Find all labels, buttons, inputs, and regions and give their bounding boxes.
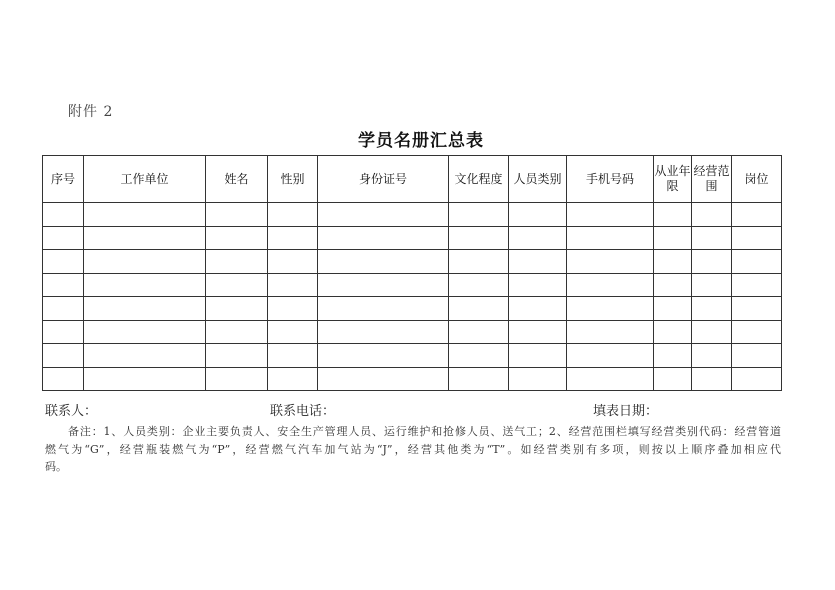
contact-phone-label: 联系电话： xyxy=(270,404,336,419)
table-cell xyxy=(692,273,732,297)
contact-person-label: 联系人： xyxy=(45,404,98,419)
header-business-scope: 经营范围 xyxy=(692,156,732,203)
table-cell xyxy=(509,226,567,250)
table-cell xyxy=(654,367,692,391)
table-cell xyxy=(84,203,206,227)
table-row xyxy=(43,320,782,344)
table-cell xyxy=(732,273,782,297)
table-cell xyxy=(268,320,318,344)
table-cell xyxy=(268,273,318,297)
table-cell xyxy=(84,320,206,344)
table-cell xyxy=(43,226,84,250)
table-cell xyxy=(567,250,654,274)
table-cell xyxy=(318,203,449,227)
table-cell xyxy=(732,250,782,274)
table-cell xyxy=(43,344,84,368)
table-cell xyxy=(732,344,782,368)
header-gender: 性别 xyxy=(268,156,318,203)
table-cell xyxy=(509,320,567,344)
table-cell xyxy=(449,273,509,297)
table-cell xyxy=(43,367,84,391)
document-title: 学员名册汇总表 xyxy=(358,131,484,151)
table-cell xyxy=(318,367,449,391)
table-cell xyxy=(732,203,782,227)
table-cell xyxy=(732,367,782,391)
table-cell xyxy=(206,297,268,321)
table-cell xyxy=(567,297,654,321)
table-cell xyxy=(268,297,318,321)
table-header-row xyxy=(43,156,782,203)
table-cell xyxy=(206,320,268,344)
table-cell xyxy=(449,203,509,227)
table-cell xyxy=(318,226,449,250)
table-cell xyxy=(84,297,206,321)
table-cell xyxy=(654,320,692,344)
table-cell xyxy=(567,203,654,227)
table-cell xyxy=(318,344,449,368)
remarks-line: 码。 xyxy=(45,460,67,473)
table-row xyxy=(43,273,782,297)
table-cell xyxy=(654,203,692,227)
table-cell xyxy=(732,297,782,321)
attachment-label: 附件 2 xyxy=(68,104,114,120)
fill-date-label: 填表日期： xyxy=(593,404,659,419)
header-education: 文化程度 xyxy=(449,156,509,203)
table-cell xyxy=(692,203,732,227)
table-cell xyxy=(654,297,692,321)
table-cell xyxy=(43,320,84,344)
table-cell xyxy=(268,226,318,250)
table-cell xyxy=(84,273,206,297)
table-cell xyxy=(206,226,268,250)
table-header xyxy=(43,156,782,203)
header-work-unit: 工作单位 xyxy=(84,156,206,203)
table-cell xyxy=(654,273,692,297)
table-cell xyxy=(509,250,567,274)
table-cell xyxy=(84,344,206,368)
table-cell xyxy=(692,250,732,274)
table-cell xyxy=(509,297,567,321)
table-cell xyxy=(318,250,449,274)
remarks-note xyxy=(45,423,781,476)
table-cell xyxy=(318,320,449,344)
table-cell xyxy=(567,226,654,250)
header-serial-number: 序号 xyxy=(43,156,84,203)
table-cell xyxy=(84,367,206,391)
table-cell xyxy=(206,203,268,227)
table-body xyxy=(43,203,782,391)
table-cell xyxy=(654,250,692,274)
remarks-line: 备注：1、人员类别：企业主要负责人、安全生产管理人员、运行维护和抢修人员、送气工；2、经营范围栏填写经营类别代码：经营管道 xyxy=(68,425,781,438)
table-cell xyxy=(318,273,449,297)
table-cell xyxy=(692,367,732,391)
table-cell xyxy=(732,226,782,250)
table-cell xyxy=(268,367,318,391)
table-cell xyxy=(84,226,206,250)
table-row xyxy=(43,344,782,368)
table-cell xyxy=(43,297,84,321)
table-cell xyxy=(449,367,509,391)
table-cell xyxy=(43,203,84,227)
table-cell xyxy=(567,273,654,297)
table-cell xyxy=(692,344,732,368)
table-cell xyxy=(567,320,654,344)
table-row xyxy=(43,297,782,321)
table-cell xyxy=(268,250,318,274)
table-cell xyxy=(449,226,509,250)
table-cell xyxy=(509,203,567,227)
table-cell xyxy=(509,273,567,297)
table-cell xyxy=(732,320,782,344)
header-name: 姓名 xyxy=(206,156,268,203)
header-position: 岗位 xyxy=(732,156,782,203)
table-row xyxy=(43,250,782,274)
table-cell xyxy=(567,367,654,391)
header-years-of-practice: 从业年限 xyxy=(654,156,692,203)
table-cell xyxy=(268,203,318,227)
header-id-number: 身份证号 xyxy=(318,156,449,203)
table-cell xyxy=(692,226,732,250)
table-cell xyxy=(449,344,509,368)
table-row xyxy=(43,367,782,391)
remarks-line: 燃气为“G”，经营瓶装燃气为“P”，经营燃气汽车加气站为“J”，经营其他类为“T”。如经营类别有多项，则按以上顺序叠加相应代 xyxy=(45,442,781,456)
table-cell xyxy=(84,250,206,274)
table-cell xyxy=(509,367,567,391)
table-cell xyxy=(206,344,268,368)
student-roster-table xyxy=(42,155,782,391)
table-cell xyxy=(206,367,268,391)
table-cell xyxy=(206,250,268,274)
table-cell xyxy=(692,320,732,344)
table-cell xyxy=(654,344,692,368)
table-cell xyxy=(449,320,509,344)
table-cell xyxy=(654,226,692,250)
table-cell xyxy=(43,273,84,297)
header-phone-number: 手机号码 xyxy=(567,156,654,203)
table-cell xyxy=(318,297,449,321)
table-row xyxy=(43,203,782,227)
table-cell xyxy=(449,297,509,321)
table-row xyxy=(43,226,782,250)
table-cell xyxy=(692,297,732,321)
table-cell xyxy=(268,344,318,368)
table-cell xyxy=(509,344,567,368)
table-cell xyxy=(206,273,268,297)
table-cell xyxy=(567,344,654,368)
header-personnel-category: 人员类别 xyxy=(509,156,567,203)
table-cell xyxy=(449,250,509,274)
table-cell xyxy=(43,250,84,274)
